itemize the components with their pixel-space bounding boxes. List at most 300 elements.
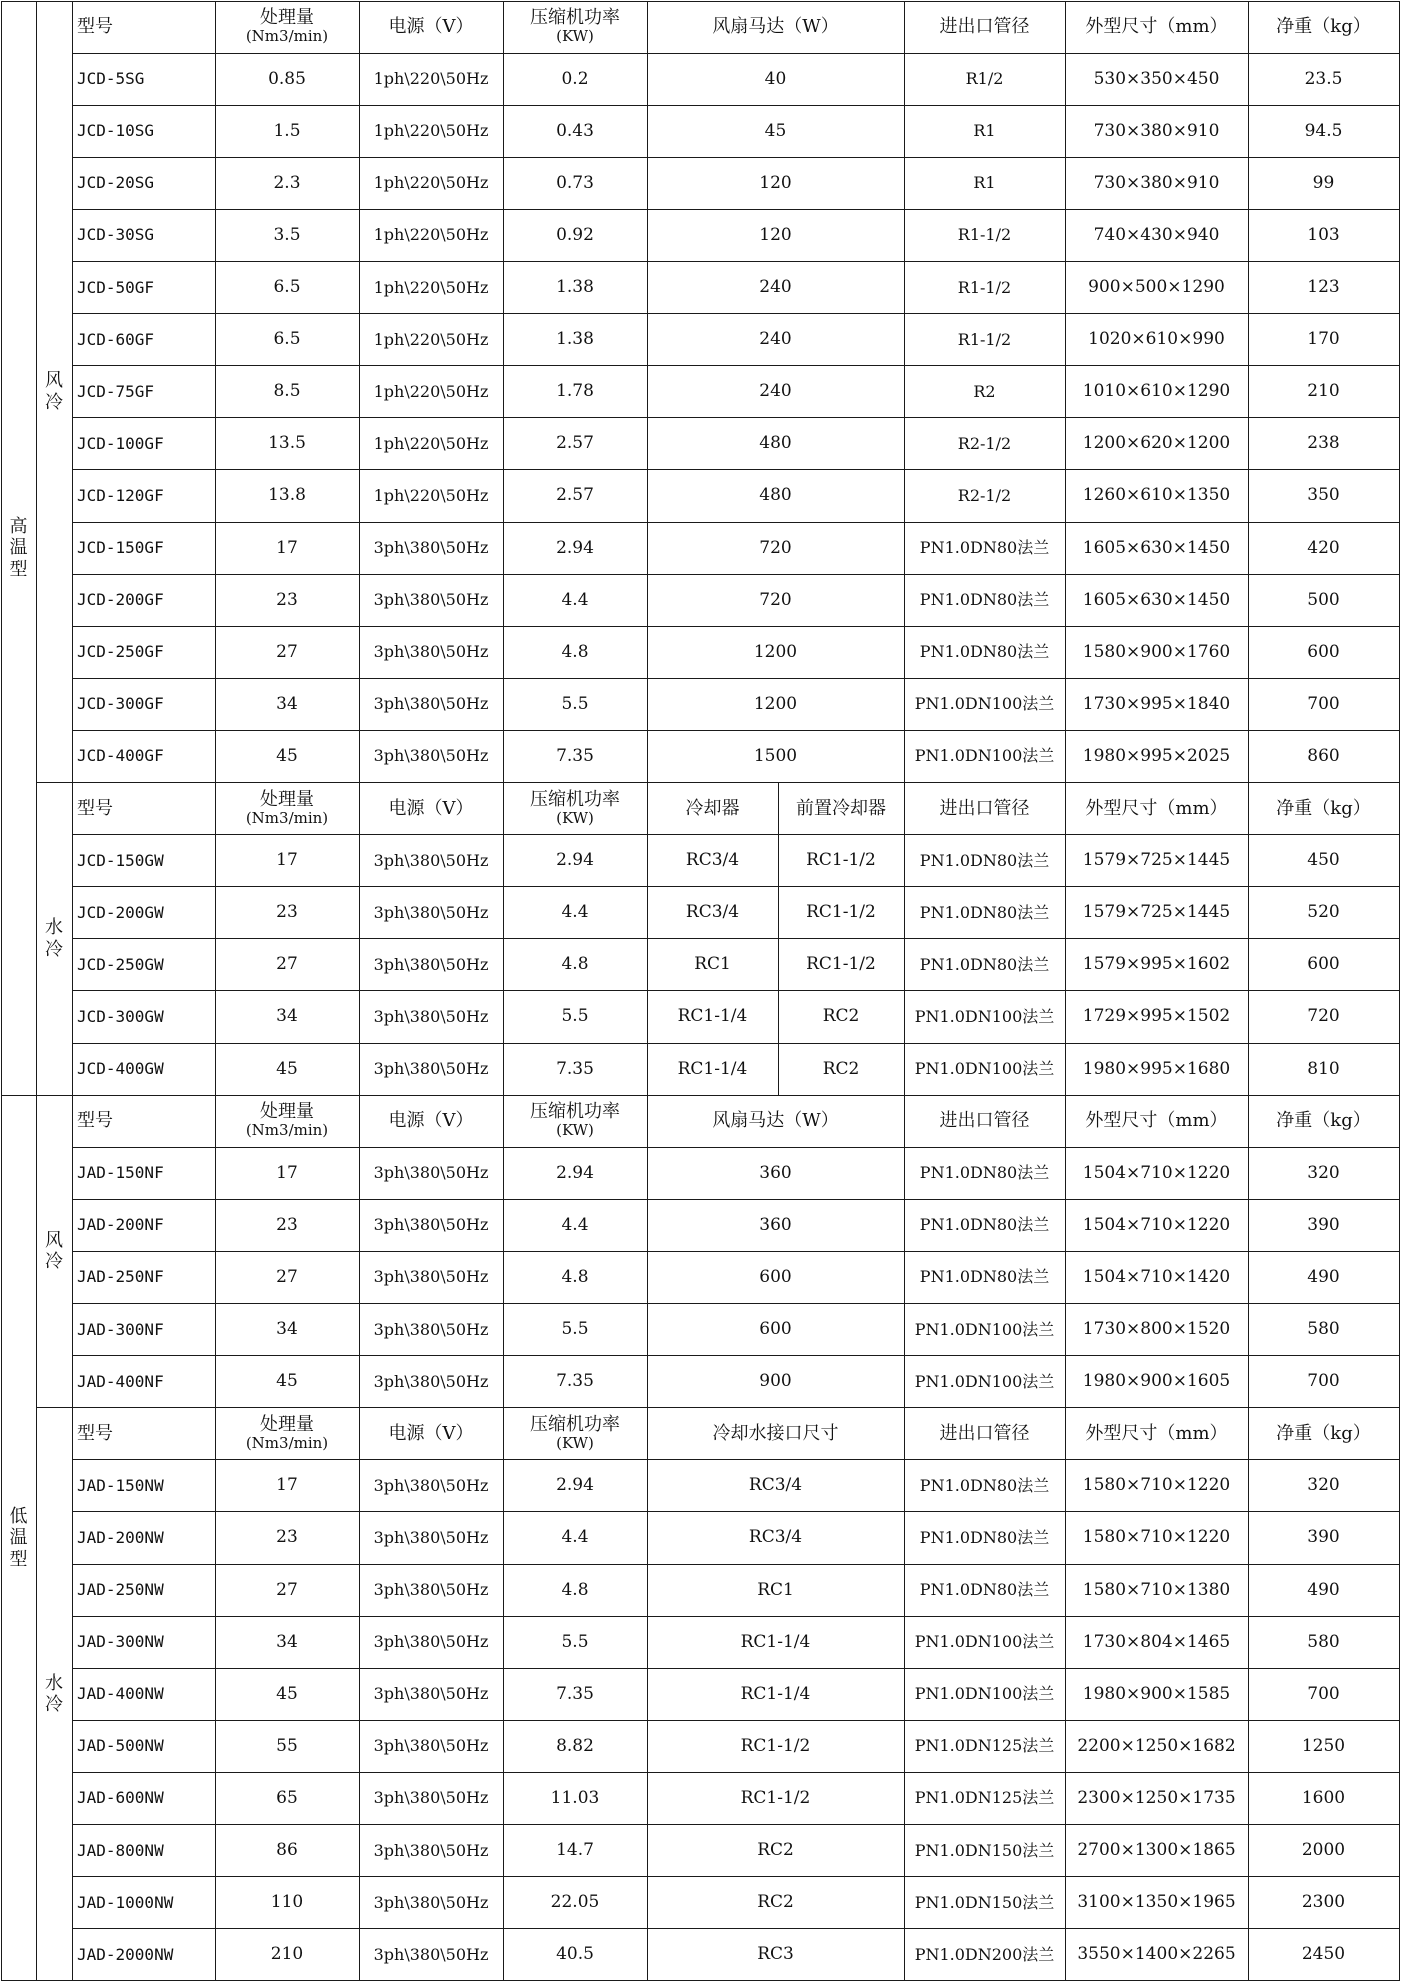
grid-line <box>503 783 504 1096</box>
pipe-cell: PN1.0DN80法兰 <box>919 590 1050 610</box>
grid-line <box>1065 783 1066 1096</box>
fan-or-cooling-cell: 45 <box>764 120 787 141</box>
dimensions-cell: 2700×1300×1865 <box>1077 1840 1236 1861</box>
power-supply-cell: 3ph\380\50Hz <box>373 590 489 610</box>
grid-line <box>215 1408 216 1981</box>
pipe-cell: PN1.0DN100法兰 <box>914 694 1055 714</box>
fan-or-cooling-cell: RC1-1/4 <box>740 1631 811 1652</box>
weight-cell: 1250 <box>1301 1735 1346 1756</box>
pipe-cell: R1 <box>973 121 996 141</box>
pipe-cell: PN1.0DN80法兰 <box>919 954 1050 974</box>
flow-cell: 2.3 <box>273 172 301 193</box>
cooling-type-label: 风 冷 <box>45 1229 63 1273</box>
header-fan-or-cooling: 风扇马达（W） <box>712 16 839 38</box>
power-supply-cell: 3ph\380\50Hz <box>373 1944 489 1964</box>
precooler-cell: RC1-1/2 <box>806 954 876 975</box>
grid-line <box>72 157 1399 158</box>
grid-line <box>72 1459 1399 1460</box>
flow-cell: 86 <box>276 1840 298 1861</box>
header-compressor-main: 压缩机功率 <box>530 1413 620 1435</box>
model-cell: JCD-250GW <box>77 954 164 974</box>
cooling-type-label: 水 冷 <box>45 917 63 960</box>
grid-line <box>72 990 1399 991</box>
grid-line <box>72 1303 1399 1304</box>
fan-or-cooling-cell: RC3 <box>757 1944 794 1965</box>
grid-line <box>72 417 1399 418</box>
grid-line <box>72 1928 1399 1929</box>
grid-line <box>1248 1 1249 783</box>
model-cell: JCD-150GF <box>77 538 164 558</box>
compressor-cell: 1.38 <box>556 277 594 298</box>
grid-line <box>72 1876 1399 1877</box>
pipe-cell: PN1.0DN80法兰 <box>919 1580 1050 1600</box>
model-cell: JCD-200GF <box>77 590 164 610</box>
power-supply-cell: 3ph\380\50Hz <box>373 1580 489 1600</box>
flow-cell: 45 <box>276 1058 298 1079</box>
header-compressor <box>503 1095 647 1147</box>
model-cell: JAD-2000NW <box>77 1944 174 1964</box>
compressor-cell: 4.8 <box>561 954 589 975</box>
grid-line <box>647 1 648 783</box>
model-cell: JAD-250NW <box>77 1580 164 1600</box>
grid-line <box>778 783 779 1096</box>
dimensions-cell: 1605×630×1450 <box>1082 537 1231 558</box>
pipe-cell: PN1.0DN80法兰 <box>919 902 1050 922</box>
weight-cell: 700 <box>1307 693 1340 714</box>
grid-line <box>72 469 1399 470</box>
power-supply-cell: 3ph\380\50Hz <box>373 1059 489 1079</box>
dimensions-cell: 1579×725×1445 <box>1082 850 1231 871</box>
grid-line <box>36 1 72 2</box>
dimensions-cell: 1260×610×1350 <box>1082 485 1231 506</box>
grid-line <box>503 1408 504 1981</box>
grid-line <box>72 834 1399 835</box>
dimensions-cell: 2200×1250×1682 <box>1077 1735 1236 1756</box>
fan-or-cooling-cell: 1500 <box>753 745 798 766</box>
weight-cell: 210 <box>1307 381 1340 402</box>
power-supply-cell: 3ph\380\50Hz <box>373 1006 489 1026</box>
flow-cell: 34 <box>276 693 298 714</box>
power-supply-cell: 3ph\380\50Hz <box>373 1736 489 1756</box>
power-supply-cell: 3ph\380\50Hz <box>373 1632 489 1652</box>
fan-or-cooling-cell: 600 <box>759 1266 792 1287</box>
pipe-cell: PN1.0DN200法兰 <box>914 1944 1055 1964</box>
flow-cell: 0.85 <box>268 68 306 89</box>
compressor-cell: 5.5 <box>561 1319 589 1340</box>
grid-line <box>1248 783 1249 1096</box>
grid-line <box>1399 783 1400 1096</box>
fan-or-cooling-cell: 1200 <box>753 641 798 662</box>
fan-or-cooling-cell: 40 <box>764 68 787 89</box>
grid-line <box>72 574 1399 575</box>
header-pipe: 进出口管径 <box>939 1110 1030 1132</box>
weight-cell: 23.5 <box>1304 68 1343 89</box>
grid-line <box>72 678 1399 679</box>
model-cell: JCD-50GF <box>77 277 155 297</box>
cooler-cell: RC1-1/4 <box>677 1006 748 1027</box>
grid-line <box>647 783 648 1096</box>
dimensions-cell: 1980×900×1585 <box>1082 1683 1231 1704</box>
flow-cell: 210 <box>270 1944 304 1965</box>
header-compressor-main: 压缩机功率 <box>530 1101 620 1123</box>
dimensions-cell: 1579×725×1445 <box>1082 902 1231 923</box>
model-cell: JAD-400NF <box>77 1371 164 1391</box>
grid-line <box>359 1408 360 1981</box>
power-supply-cell: 1ph\220\50Hz <box>373 69 489 89</box>
weight-cell: 123 <box>1307 277 1340 298</box>
compressor-cell: 7.35 <box>556 745 594 766</box>
pipe-cell: PN1.0DN125法兰 <box>914 1788 1055 1808</box>
pipe-cell: PN1.0DN100法兰 <box>914 1684 1055 1704</box>
weight-cell: 94.5 <box>1304 120 1343 141</box>
weight-cell: 810 <box>1307 1058 1340 1079</box>
model-cell: JAD-600NW <box>77 1788 164 1808</box>
weight-cell: 600 <box>1307 641 1340 662</box>
dimensions-cell: 1579×995×1602 <box>1082 954 1231 975</box>
compressor-cell: 40.5 <box>556 1944 594 1965</box>
model-cell: JAD-800NW <box>77 1840 164 1860</box>
cooler-cell: RC3/4 <box>685 902 740 923</box>
grid-line <box>36 1407 72 1408</box>
fan-or-cooling-cell: 720 <box>759 589 792 610</box>
power-supply-cell: 1ph\220\50Hz <box>373 173 489 193</box>
dimensions-cell: 740×430×940 <box>1093 224 1220 245</box>
pipe-cell: PN1.0DN80法兰 <box>919 1527 1050 1547</box>
header-compressor-main: 压缩机功率 <box>530 7 620 29</box>
header-flow-unit: (Nm3/min) <box>245 1121 329 1140</box>
header-flow <box>215 1095 359 1147</box>
grid-line <box>72 1251 1399 1252</box>
flow-cell: 23 <box>276 1527 298 1548</box>
dimensions-cell: 1980×995×2025 <box>1082 745 1231 766</box>
dimensions-cell: 900×500×1290 <box>1088 277 1225 298</box>
grid-line <box>215 1 216 783</box>
weight-cell: 720 <box>1307 1006 1340 1027</box>
power-supply-cell: 3ph\380\50Hz <box>373 1788 489 1808</box>
header-compressor <box>503 1408 647 1460</box>
dimensions-cell: 3100×1350×1965 <box>1077 1892 1236 1913</box>
pipe-cell: R1-1/2 <box>957 329 1012 349</box>
model-cell: JCD-120GF <box>77 485 164 505</box>
grid-line <box>72 209 1399 210</box>
flow-cell: 27 <box>276 1266 298 1287</box>
grid-line <box>359 1 360 783</box>
header-compressor-main: 压缩机功率 <box>530 788 620 810</box>
power-supply-cell: 1ph\220\50Hz <box>373 277 489 297</box>
grid-line <box>359 1095 360 1408</box>
grid-line <box>72 938 1399 939</box>
flow-cell: 55 <box>276 1735 298 1756</box>
pipe-cell: PN1.0DN100法兰 <box>914 746 1055 766</box>
pipe-cell: PN1.0DN100法兰 <box>914 1319 1055 1339</box>
dimensions-cell: 1980×995×1680 <box>1082 1058 1231 1079</box>
dimensions-cell: 1504×710×1420 <box>1082 1266 1231 1287</box>
grid-line <box>1399 1095 1400 1408</box>
grid-line <box>72 1720 1399 1721</box>
grid-line <box>72 782 1399 783</box>
fan-or-cooling-cell: RC2 <box>757 1840 794 1861</box>
cooling-type-label: 风 冷 <box>45 370 63 413</box>
precooler-cell: RC2 <box>822 1006 860 1027</box>
grid-line <box>359 783 360 1096</box>
flow-cell: 110 <box>270 1892 304 1913</box>
precooler-cell: RC2 <box>822 1058 860 1079</box>
grid-line <box>72 626 1399 627</box>
power-supply-cell: 3ph\380\50Hz <box>373 902 489 922</box>
dimensions-cell: 1200×620×1200 <box>1082 433 1231 454</box>
power-supply-cell: 3ph\380\50Hz <box>373 1319 489 1339</box>
pipe-cell: R2 <box>973 381 996 401</box>
weight-cell: 450 <box>1307 850 1340 871</box>
flow-cell: 45 <box>276 745 298 766</box>
compressor-cell: 5.5 <box>561 1006 589 1027</box>
header-cooler: 冷却器 <box>685 797 740 819</box>
fan-or-cooling-cell: 240 <box>759 277 792 298</box>
power-supply-cell: 1ph\220\50Hz <box>373 121 489 141</box>
dimensions-cell: 730×380×910 <box>1093 120 1220 141</box>
dimensions-cell: 1010×610×1290 <box>1082 381 1231 402</box>
weight-cell: 860 <box>1307 745 1340 766</box>
flow-cell: 27 <box>276 954 298 975</box>
compressor-cell: 4.8 <box>561 1579 589 1600</box>
model-cell: JCD-30SG <box>77 225 155 245</box>
model-cell: JAD-250NF <box>77 1267 164 1287</box>
header-precooler: 前置冷却器 <box>796 797 886 819</box>
pipe-cell: R1/2 <box>965 69 1004 89</box>
grid-line <box>72 105 1399 106</box>
header-compressor-unit: (KW) <box>556 27 594 46</box>
fan-or-cooling-cell: 240 <box>759 381 792 402</box>
weight-cell: 2300 <box>1301 1892 1346 1913</box>
model-cell: JCD-300GW <box>77 1006 164 1026</box>
grid-line <box>72 1 1399 2</box>
flow-cell: 27 <box>276 1579 298 1600</box>
compressor-cell: 4.4 <box>561 902 589 923</box>
precooler-cell: RC1-1/2 <box>806 850 876 871</box>
grid-line <box>904 1095 905 1408</box>
fan-or-cooling-cell: RC3/4 <box>748 1475 803 1496</box>
power-supply-cell: 3ph\380\50Hz <box>373 1475 489 1495</box>
header-flow-main: 处理量 <box>260 1101 314 1123</box>
dimensions-cell: 1580×710×1380 <box>1082 1579 1231 1600</box>
dimensions-cell: 1729×995×1502 <box>1082 1006 1231 1027</box>
header-flow-unit: (Nm3/min) <box>245 808 329 827</box>
header-power-supply: 电源（V） <box>388 1110 474 1132</box>
header-power-supply: 电源（V） <box>388 1422 474 1444</box>
compressor-cell: 1.78 <box>556 381 594 402</box>
flow-cell: 17 <box>276 1162 298 1183</box>
dimensions-cell: 1605×630×1450 <box>1082 589 1231 610</box>
header-power-supply: 电源（V） <box>388 16 474 38</box>
pipe-cell: PN1.0DN150法兰 <box>914 1892 1055 1912</box>
grid-line <box>215 783 216 1096</box>
flow-cell: 13.8 <box>268 485 306 506</box>
fan-or-cooling-cell: RC1 <box>757 1579 794 1600</box>
dimensions-cell: 2300×1250×1735 <box>1077 1787 1236 1808</box>
compressor-cell: 7.35 <box>556 1683 594 1704</box>
pipe-cell: PN1.0DN100法兰 <box>914 1059 1055 1079</box>
grid-line <box>72 730 1399 731</box>
weight-cell: 580 <box>1307 1319 1340 1340</box>
pipe-cell: PN1.0DN100法兰 <box>914 1371 1055 1391</box>
grid-line <box>36 1095 72 1096</box>
header-weight: 净重（kg） <box>1276 16 1371 38</box>
flow-cell: 23 <box>276 589 298 610</box>
temperature-group-label: 高 温 型 <box>9 515 28 580</box>
pipe-cell: PN1.0DN100法兰 <box>914 1006 1055 1026</box>
power-supply-cell: 3ph\380\50Hz <box>373 1892 489 1912</box>
fan-or-cooling-cell: RC3/4 <box>748 1527 803 1548</box>
grid-line <box>72 1199 1399 1200</box>
pipe-cell: PN1.0DN80法兰 <box>919 1215 1050 1235</box>
fan-or-cooling-cell: 360 <box>759 1162 792 1183</box>
flow-cell: 23 <box>276 902 298 923</box>
weight-cell: 600 <box>1307 954 1340 975</box>
fan-or-cooling-cell: RC2 <box>757 1892 794 1913</box>
grid-line <box>72 886 1399 887</box>
grid-line <box>72 1564 1399 1565</box>
model-cell: JAD-200NF <box>77 1215 164 1235</box>
model-cell: JCD-400GF <box>77 746 164 766</box>
header-compressor-unit: (KW) <box>556 808 594 827</box>
weight-cell: 700 <box>1307 1683 1340 1704</box>
pipe-cell: PN1.0DN80法兰 <box>919 850 1050 870</box>
header-flow-unit: (Nm3/min) <box>245 1433 329 1452</box>
cooling-type-label: 水 冷 <box>45 1672 63 1716</box>
header-flow-main: 处理量 <box>260 1413 314 1435</box>
power-supply-cell: 1ph\220\50Hz <box>373 225 489 245</box>
grid-line <box>72 1407 1399 1408</box>
compressor-cell: 2.94 <box>556 850 594 871</box>
dimensions-cell: 1580×710×1220 <box>1082 1527 1231 1548</box>
compressor-cell: 8.82 <box>556 1735 594 1756</box>
header-dimensions: 外型尺寸（mm） <box>1085 1110 1228 1132</box>
compressor-cell: 0.2 <box>561 68 589 89</box>
grid-line <box>72 522 1399 523</box>
model-cell: JCD-60GF <box>77 329 155 349</box>
grid-line <box>1399 1408 1400 1981</box>
pipe-cell: PN1.0DN80法兰 <box>919 538 1050 558</box>
compressor-cell: 4.4 <box>561 1527 589 1548</box>
power-supply-cell: 3ph\380\50Hz <box>373 954 489 974</box>
power-supply-cell: 3ph\380\50Hz <box>373 1267 489 1287</box>
grid-line <box>1 1 2 1981</box>
weight-cell: 103 <box>1307 224 1340 245</box>
weight-cell: 1600 <box>1301 1787 1346 1808</box>
grid-line <box>36 1 37 1981</box>
header-model: 型号 <box>77 1422 113 1444</box>
header-flow-unit: (Nm3/min) <box>245 27 329 46</box>
grid-line <box>72 1043 1399 1044</box>
power-supply-cell: 3ph\380\50Hz <box>373 1527 489 1547</box>
grid-line <box>503 1 504 783</box>
pipe-cell: PN1.0DN80法兰 <box>919 642 1050 662</box>
grid-line <box>72 1355 1399 1356</box>
header-fan-or-cooling: 冷却水接口尺寸 <box>712 1422 839 1444</box>
grid-line <box>904 1408 905 1981</box>
power-supply-cell: 3ph\380\50Hz <box>373 1684 489 1704</box>
header-dimensions: 外型尺寸（mm） <box>1085 16 1228 38</box>
grid-line <box>72 1772 1399 1773</box>
flow-cell: 45 <box>276 1371 298 1392</box>
compressor-cell: 2.57 <box>556 433 594 454</box>
grid-line <box>72 313 1399 314</box>
model-cell: JCD-100GF <box>77 433 164 453</box>
cooler-cell: RC3/4 <box>685 850 740 871</box>
dimensions-cell: 1730×800×1520 <box>1082 1319 1231 1340</box>
weight-cell: 580 <box>1307 1631 1340 1652</box>
compressor-cell: 4.8 <box>561 641 589 662</box>
dimensions-cell: 1504×710×1220 <box>1082 1162 1231 1183</box>
pipe-cell: R2-1/2 <box>957 433 1012 453</box>
pipe-cell: R2-1/2 <box>957 485 1012 505</box>
pipe-cell: PN1.0DN150法兰 <box>914 1840 1055 1860</box>
weight-cell: 2450 <box>1301 1944 1346 1965</box>
flow-cell: 27 <box>276 641 298 662</box>
model-cell: JAD-300NF <box>77 1319 164 1339</box>
fan-or-cooling-cell: 600 <box>759 1319 792 1340</box>
model-cell: JCD-5SG <box>77 69 145 89</box>
compressor-cell: 2.94 <box>556 537 594 558</box>
weight-cell: 490 <box>1307 1579 1340 1600</box>
flow-cell: 6.5 <box>273 329 301 350</box>
grid-line <box>1248 1095 1249 1408</box>
flow-cell: 17 <box>276 850 298 871</box>
header-model: 型号 <box>77 797 113 819</box>
header-flow-main: 处理量 <box>260 7 314 29</box>
grid-line <box>72 1824 1399 1825</box>
compressor-cell: 4.8 <box>561 1266 589 1287</box>
weight-cell: 170 <box>1307 329 1340 350</box>
fan-or-cooling-cell: 900 <box>759 1371 792 1392</box>
power-supply-cell: 3ph\380\50Hz <box>373 694 489 714</box>
grid-line <box>72 1095 1399 1096</box>
dimensions-cell: 1504×710×1220 <box>1082 1214 1231 1235</box>
weight-cell: 2000 <box>1301 1840 1346 1861</box>
fan-or-cooling-cell: RC1-1/2 <box>740 1787 811 1808</box>
header-fan-or-cooling: 风扇马达（W） <box>712 1110 839 1132</box>
grid-line <box>1065 1095 1066 1408</box>
pipe-cell: R1-1/2 <box>957 225 1012 245</box>
pipe-cell: PN1.0DN80法兰 <box>919 1267 1050 1287</box>
dimensions-cell: 530×350×450 <box>1093 68 1220 89</box>
header-compressor <box>503 783 647 835</box>
weight-cell: 500 <box>1307 589 1340 610</box>
precooler-cell: RC1-1/2 <box>806 902 876 923</box>
grid-line <box>72 1147 1399 1148</box>
power-supply-cell: 3ph\380\50Hz <box>373 538 489 558</box>
header-compressor <box>503 1 647 53</box>
header-dimensions: 外型尺寸（mm） <box>1085 1422 1228 1444</box>
compressor-cell: 11.03 <box>550 1787 600 1808</box>
compressor-cell: 4.4 <box>561 1214 589 1235</box>
pipe-cell: R1 <box>973 173 996 193</box>
fan-or-cooling-cell: 480 <box>759 485 792 506</box>
flow-cell: 6.5 <box>273 277 301 298</box>
header-weight: 净重（kg） <box>1276 1422 1371 1444</box>
dimensions-cell: 1980×900×1605 <box>1082 1371 1231 1392</box>
model-cell: JAD-150NW <box>77 1475 164 1495</box>
flow-cell: 17 <box>276 537 298 558</box>
dimensions-cell: 1730×804×1465 <box>1082 1631 1231 1652</box>
model-cell: JAD-200NW <box>77 1527 164 1547</box>
grid-line <box>72 53 1399 54</box>
grid-line <box>72 261 1399 262</box>
power-supply-cell: 1ph\220\50Hz <box>373 329 489 349</box>
weight-cell: 350 <box>1307 485 1340 506</box>
model-cell: JAD-400NW <box>77 1684 164 1704</box>
header-flow-main: 处理量 <box>260 788 314 810</box>
